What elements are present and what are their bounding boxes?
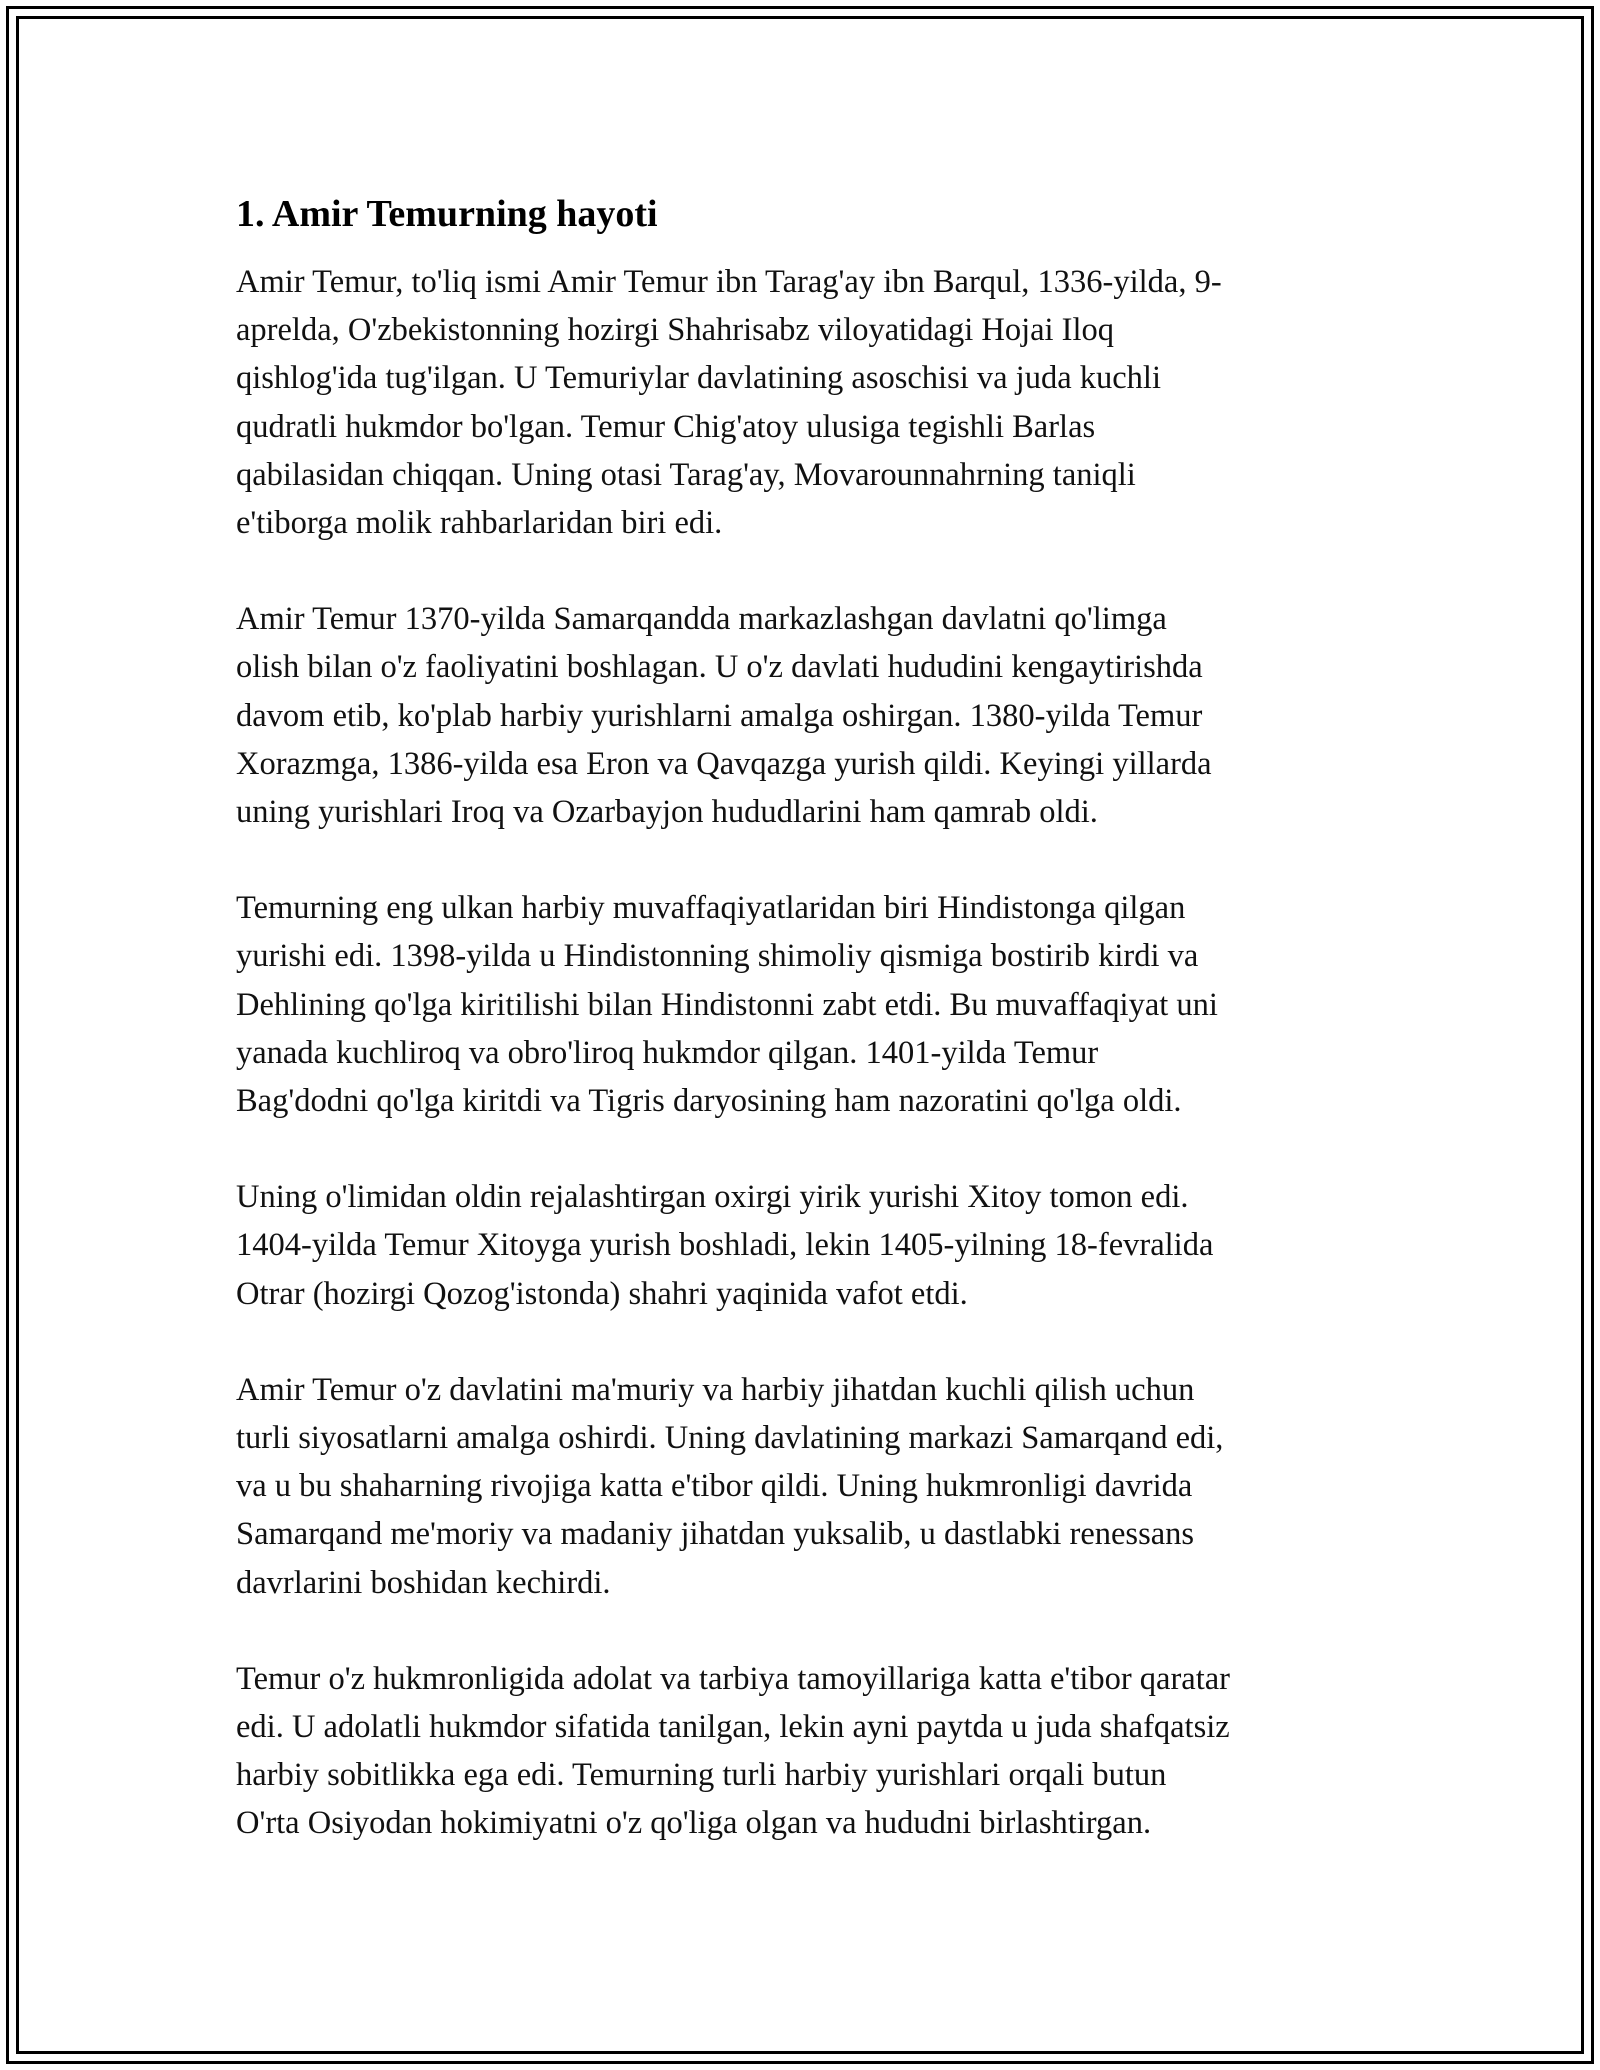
paragraph-2: Amir Temur 1370-yilda Samarqandda markazlashgan davlatni qo'limga olish bilan o'z faoliyatini boshlagan. U o'z davlati hududini kengaytirishda davom etib, ko'plab harbiy yurishlarni amalga oshirgan. 1380-yilda Temur Xorazmga, 1386-yilda esa Eron va Qavqazga yurish qildi. Keyingi yillarda uning yurishlari Iroq va Ozarbayjon hududlarini ham qamrab oldi. xyxy=(236,601,1212,831)
paragraph-3: Temurning eng ulkan harbiy muvaffaqiyatlaridan biri Hindistonga qilgan yurishi edi. 1398-yilda u Hindistonning shimoliy qismiga bostirib kirdi va Dehlining qo'lga kiritilishi bilan Hindistonni zabt etdi. Bu muvaffaqiyat uni yanada kuchliroq va obro'liroq hukmdor qilgan. 1401-yilda Temur Bag'dodni qo'lga kiritdi va Tigris daryosining ham nazoratini qo'lga oldi. xyxy=(236,890,1218,1120)
document-body xyxy=(236,186,1366,1896)
section-heading: 1. Amir Temurning hayoti xyxy=(236,193,658,235)
paragraph-1: Amir Temur, to'liq ismi Amir Temur ibn Tarag'ay ibn Barqul, 1336-yilda, 9- aprelda, O'zbekistonning hozirgi Shahrisabz viloyatidagi Hojai Iloq qishlog'ida tug'ilgan. U Temuriylar davlatining asoschisi va juda kuchli qudratli hukmdor bo'lgan. Temur Chig'atoy ulusiga tegishli Barlas qabilasidan chiqqan. Uning otasi Tarag'ay, Movarounnahrning taniqli e'tiborga molik rahbarlaridan biri edi. xyxy=(236,264,1222,542)
paragraph-5: Amir Temur o'z davlatini ma'muriy va harbiy jihatdan kuchli qilish uchun turli siyosatlarni amalga oshirdi. Uning davlatining markazi Samarqand edi, va u bu shaharning rivojiga katta e'tibor qildi. Uning hukmronligi davrida Samarqand me'moriy va madaniy jihatdan yuksalib, u dastlabki renessans davrlarini boshidan kechirdi. xyxy=(236,1371,1224,1601)
paragraph-6: Temur o'z hukmronligida adolat va tarbiya tamoyillariga katta e'tibor qaratar edi. U adolatli hukmdor sifatida tanilgan, lekin ayni paytda u juda shafqatsiz harbiy sobitlikka ega edi. Temurning turli harbiy yurishlari orqali butun O'rta Osiyodan hokimiyatni o'z qo'liga olgan va hududni birlashtirgan. xyxy=(236,1660,1230,1842)
paragraph-4: Uning o'limidan oldin rejalashtirgan oxirgi yirik yurishi Xitoy tomon edi. 1404-yilda Temur Xitoyga yurish boshladi, lekin 1405-yilning 18-fevralida Otrar (hozirgi Qozog'istonda) shahri yaqinida vafot etdi. xyxy=(236,1179,1214,1312)
